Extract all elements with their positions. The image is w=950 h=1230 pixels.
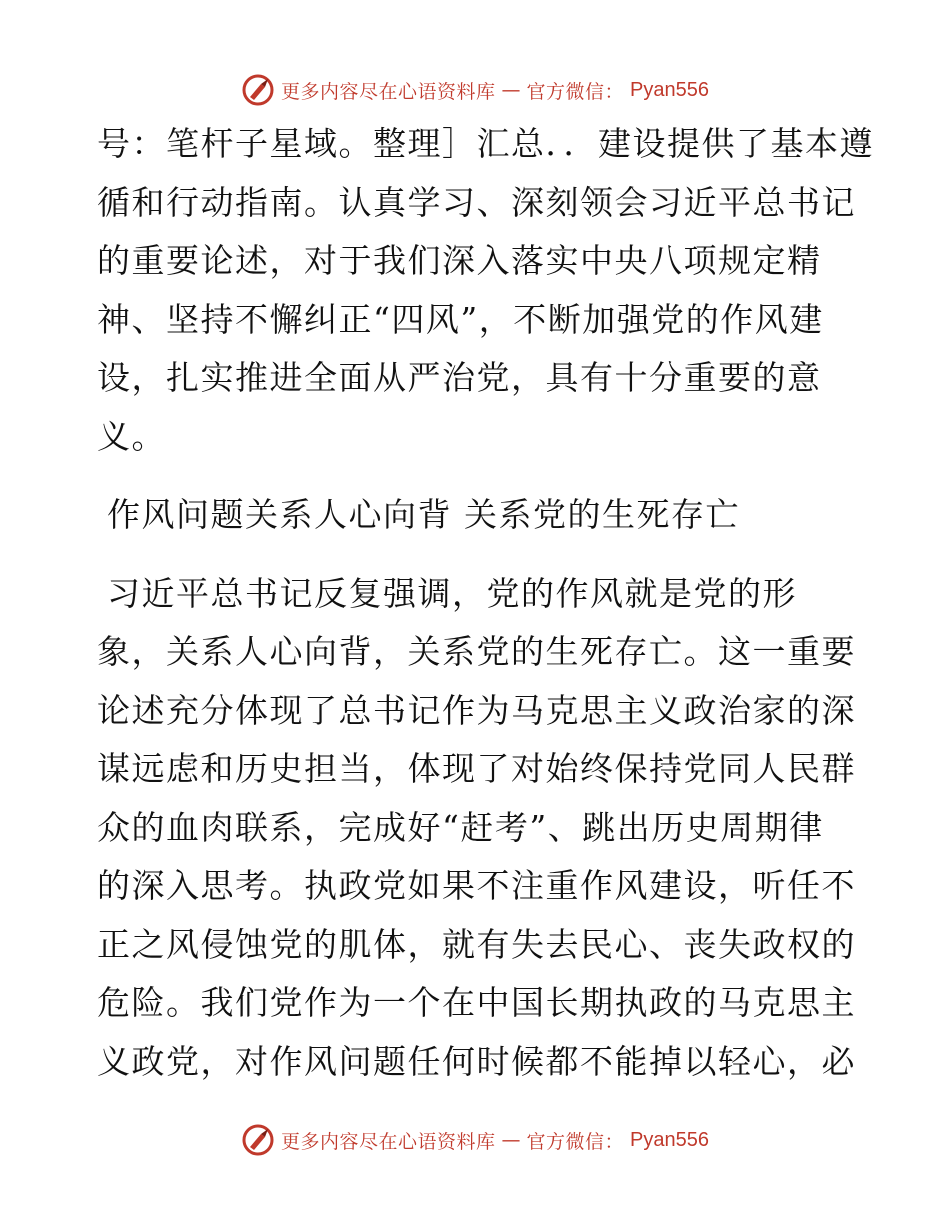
footer-watermark bbox=[0, 1120, 950, 1160]
logo-icon bbox=[241, 1123, 275, 1157]
text-line: 号：笔杆子星域。整理］汇总．．建设提供了基本遵 bbox=[97, 124, 874, 163]
watermark-dash: — bbox=[501, 1129, 521, 1151]
text-line: 习近平总书记反复强调，党的作风就是党的形 bbox=[107, 573, 797, 613]
header-watermark bbox=[0, 70, 950, 110]
watermark-text: 更多内容尽在心语资料库 bbox=[281, 80, 496, 103]
section-heading: 作风问题关系人心向背 关系党的生死存亡 bbox=[107, 495, 740, 534]
document-body bbox=[97, 115, 874, 1091]
text-line: 危险。我们党作为一个在中国长期执政的马克思主 bbox=[97, 983, 856, 1022]
watermark-handle: Pyan556 bbox=[630, 78, 709, 101]
watermark-label: 官方微信： bbox=[526, 1130, 625, 1153]
paragraph-1 bbox=[97, 115, 874, 466]
watermark-dash: — bbox=[501, 79, 521, 101]
text-line: 象，关系人心向背，关系党的生死存亡。这一重要 bbox=[97, 632, 856, 671]
text-line: 众的血肉联系，完成好“赶考”、跳出历史周期律 bbox=[97, 807, 824, 847]
watermark-handle: Pyan556 bbox=[630, 1128, 709, 1151]
text-line: 义政党，对作风问题任何时候都不能掉以轻心，必 bbox=[97, 1041, 856, 1081]
text-line: 义。 bbox=[97, 416, 166, 456]
text-line: 循和行动指南。认真学习、深刻领会习近平总书记 bbox=[97, 182, 856, 222]
text-line: 神、坚持不懈纠正“四风”，不断加强党的作风建 bbox=[97, 299, 824, 339]
text-line: 正之风侵蚀党的肌体，就有失去民心、丧失政权的 bbox=[97, 924, 856, 964]
text-line: 论述充分体现了总书记作为马克思主义政治家的深 bbox=[97, 690, 856, 730]
watermark-label: 官方微信： bbox=[526, 80, 625, 103]
watermark-text: 更多内容尽在心语资料库 bbox=[281, 1130, 496, 1153]
text-line: 的重要论述，对于我们深入落实中央八项规定精 bbox=[97, 241, 822, 280]
paragraph-2 bbox=[97, 565, 857, 1092]
text-line: 设，扎实推进全面从严治党，具有十分重要的意 bbox=[97, 358, 822, 397]
text-line: 的深入思考。执政党如果不注重作风建设，听任不 bbox=[97, 866, 856, 905]
text-line: 谋远虑和历史担当，体现了对始终保持党同人民群 bbox=[97, 749, 856, 788]
logo-icon bbox=[241, 73, 275, 107]
